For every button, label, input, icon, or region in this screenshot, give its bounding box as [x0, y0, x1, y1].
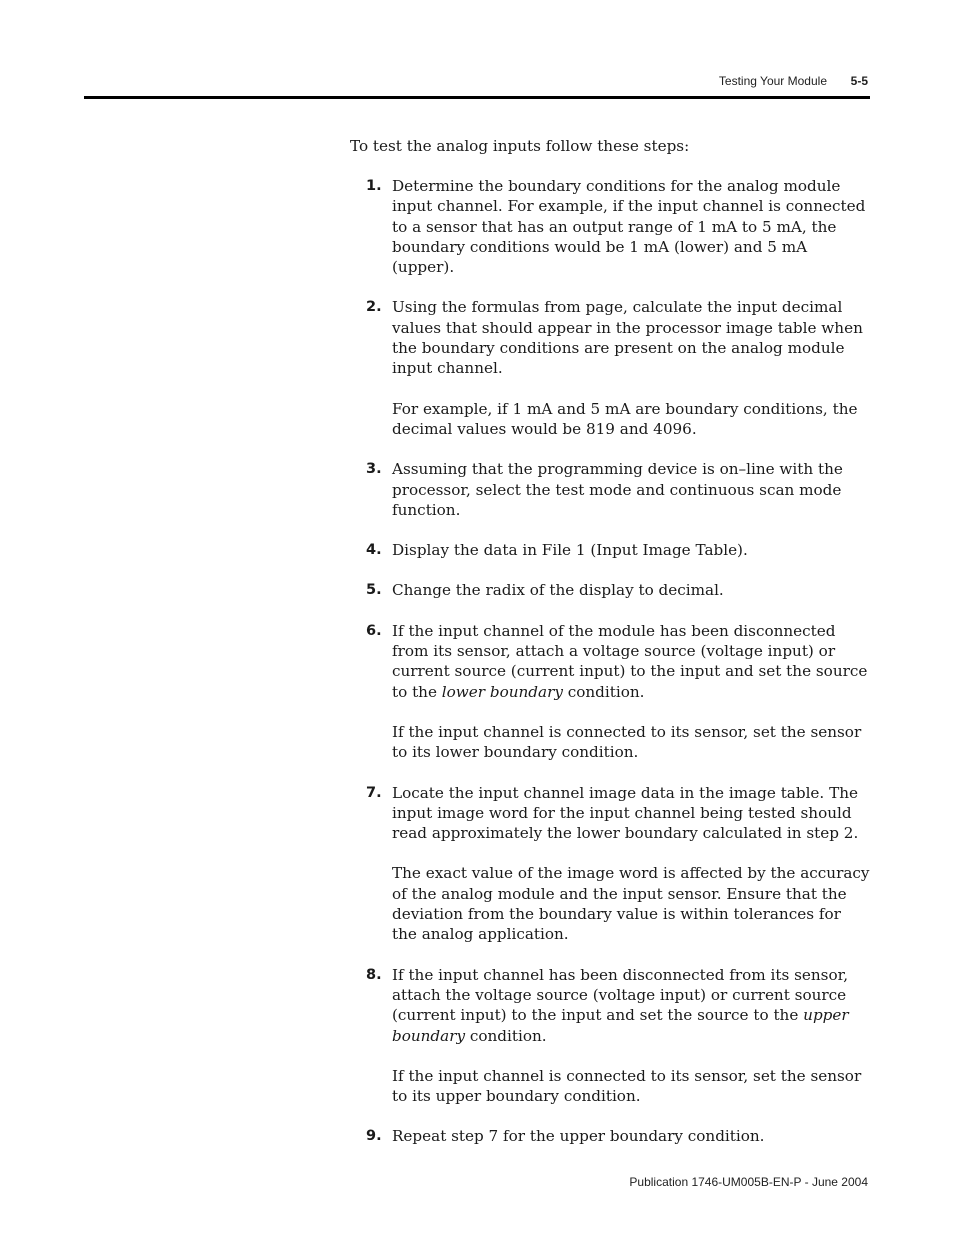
step-number: 1. — [366, 178, 382, 194]
step-4 — [350, 540, 870, 560]
step-text: Repeat step 7 for the upper boundary condition. — [392, 1127, 765, 1146]
steps-list — [350, 176, 870, 1167]
step-8 — [350, 965, 870, 1107]
step-text-after: condition. — [562, 682, 645, 701]
step-text-before: If the input channel of the module has been disconnected from its sensor, attach a voltage source (voltage input) or current source (current input) to the input and set the source to the — [392, 621, 868, 701]
step-number: 6. — [366, 622, 382, 639]
step-1 — [350, 176, 870, 277]
step-9 — [350, 1126, 870, 1146]
step-note: The exact value of the image word is affected by the accuracy of the analog module and the input sensor. Ensure that the deviation from the boundary value is within tolerances for the analog application. — [392, 864, 870, 944]
step-note: If the input channel is connected to its sensor, set the sensor to its lower boundary condition. — [392, 722, 862, 762]
step-number: 5. — [366, 582, 382, 599]
publication-footer: Publication 1746-UM005B-EN-P - June 2004 — [629, 1175, 868, 1189]
step-3 — [350, 459, 870, 520]
step-number: 9. — [366, 1128, 382, 1145]
step-text — [392, 621, 870, 702]
step-7 — [350, 783, 870, 945]
step-6 — [350, 621, 870, 763]
page-number: 5-5 — [850, 74, 868, 88]
intro-text: To test the analog inputs follow these steps: — [350, 137, 690, 155]
step-number: 2. — [366, 299, 382, 316]
step-number: 8. — [366, 966, 382, 983]
step-number: 7. — [366, 784, 382, 801]
step-note: If the input channel is connected to its sensor, set the sensor to its upper boundary condition. — [392, 1066, 862, 1106]
step-5 — [350, 580, 870, 600]
emphasis-upper-boundary: upper boundary — [392, 1006, 849, 1045]
emphasis-lower-boundary: lower boundary — [441, 682, 563, 701]
step-text: Display the data in File 1 (Input Image Table). — [392, 541, 748, 560]
step-2 — [350, 297, 870, 439]
step-text-before: If the input channel has been disconnected from its sensor, attach the voltage source (voltage input) or current source (current input) to the input and set the source to the — [392, 965, 849, 1025]
header-rule — [84, 96, 870, 99]
step-text: Locate the input channel image data in the image table. The input image word for the input channel being tested should read approximately the lower boundary calculated in step 2. — [392, 783, 859, 843]
step-text — [392, 965, 870, 1046]
step-number: 3. — [366, 461, 382, 478]
step-text: Assuming that the programming device is on–line with the processor, select the test mode and continuous scan mode function. — [392, 460, 843, 519]
step-text: Determine the boundary conditions for the analog module input channel. For example, if the input channel is connected to a sensor that has an output range of 1 mA to 5 mA, the boundary conditions would be 1 mA (lower) and 5 mA (upper). — [392, 177, 866, 277]
section-title: Testing Your Module — [718, 74, 827, 88]
step-note: For example, if 1 mA and 5 mA are boundary conditions, the decimal values would be 819 and 4096. — [392, 399, 858, 438]
step-text-after: condition. — [465, 1026, 547, 1045]
step-number: 4. — [366, 542, 382, 559]
step-text: Change the radix of the display to decimal. — [392, 581, 724, 600]
step-text: Using the formulas from page, calculate the input decimal values that should appear in the processor image table when the boundary conditions are present on the analog module input channel. — [392, 298, 863, 378]
